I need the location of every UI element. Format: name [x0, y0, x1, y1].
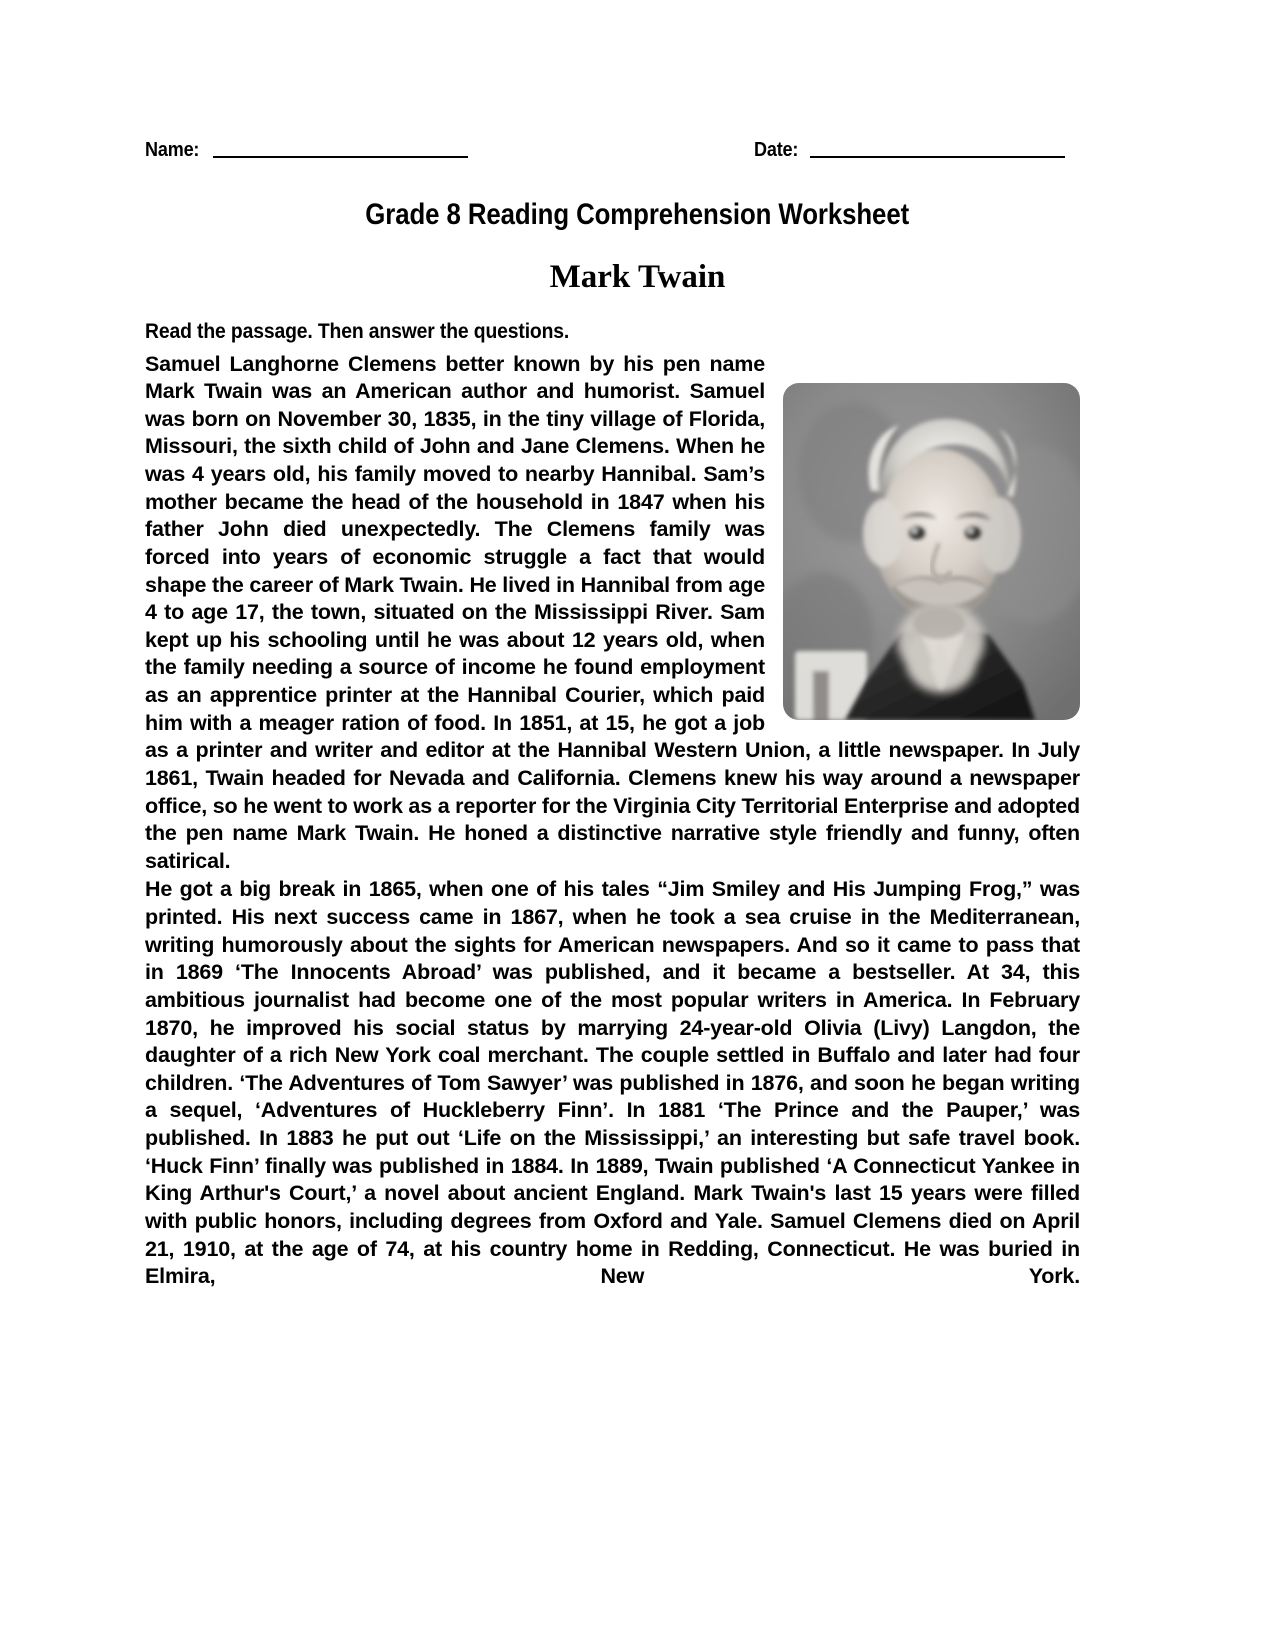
instruction-line [145, 318, 1080, 346]
page-title: Mark Twain [549, 259, 726, 295]
worksheet-title-text: Grade 8 Reading Comprehension Worksheet [365, 198, 910, 231]
worksheet-title [0, 198, 1275, 231]
mark-twain-portrait-image [783, 383, 1080, 720]
passage-paragraph-2: He got a big break in 1865, when one of his tales “Jim Smiley and His Jumping Frog,” was printed. His next success came in 1867, when he took a sea cruise in the Mediterranean, writing humorously about the sights for American newspapers. And so it came to pass that in 1869 ‘The Innocents Abroad’ was published, and it became a bestseller. At 34, this ambitious journalist had become one of the most popular writers in America. In February 1870, he improved his social status by marrying 24-year-old Olivia (Livy) Langdon, the daughter of a rich New York coal merchant. The couple settled in Buffalo and later had four children. ‘The Adventures of Tom Sawyer’ was published in 1876, and soon he began writing a sequel, ‘Adventures of Huckleberry Finn’. In 1881 ‘The Prince and the Pauper,’ was published. In 1883 he put out ‘Life on the Mississippi,’ an interesting but safe travel book. ‘Huck Finn’ finally was published in 1884. In 1889, Twain published ‘A Connecticut Yankee in King Arthur's Court,’ a novel about ancient England. Mark Twain's last 15 years were filled with public honors, including degrees from Oxford and Yale. Samuel Clemens died on April 21, 1910, at the age of 74, at his country home in Redding, Connecticut. He was buried in Elmira, New York. [145, 877, 1080, 1289]
date-field[interactable] [754, 140, 1065, 161]
name-label: Name: [145, 138, 200, 161]
instruction-text: Read the passage. Then answer the questions. [145, 319, 570, 343]
name-write-line[interactable] [213, 156, 468, 158]
passage-body [145, 318, 1080, 1319]
date-write-line[interactable] [810, 156, 1065, 158]
name-field[interactable] [145, 140, 468, 161]
passage-paragraph-1: Samuel Langhorne Clemens better known by his pen name Mark Twain was an American author and humorist. Samuel was born on November 30, 1835, in the tiny village of Florida, Missouri, the sixth child of John and Jane Clemens. When he was 4 years old, his family moved to nearby Hannibal. Sam’s mother became the head of the household in 1847 when his father John died unexpectedly. The Clemens family was forced into years of economic struggle a fact that would shape the career of Mark Twain. He lived in Hannibal from age 4 to age 17, the town, situated on the Mississippi River. Sam kept up his schooling until he was about 12 years old, when the family needing a source of income he found employment as an apprentice printer at the Hannibal Courier, which paid him with a meager ration of food. In 1851, at 15, he got a job as a printer and writer and editor at the Hannibal Western Union, a little newspaper. In July 1861, Twain headed for Nevada and California. Clemens knew his way around a newspaper office, so he went to work as a reporter for the Virginia City Territorial Enterprise and adopted the pen name Mark Twain. He honed a distinctive narrative style friendly and funny, often satirical. [145, 351, 1080, 873]
date-label: Date: [753, 138, 798, 161]
student-info-row [145, 140, 1065, 161]
portrait-graphic [783, 383, 1080, 720]
